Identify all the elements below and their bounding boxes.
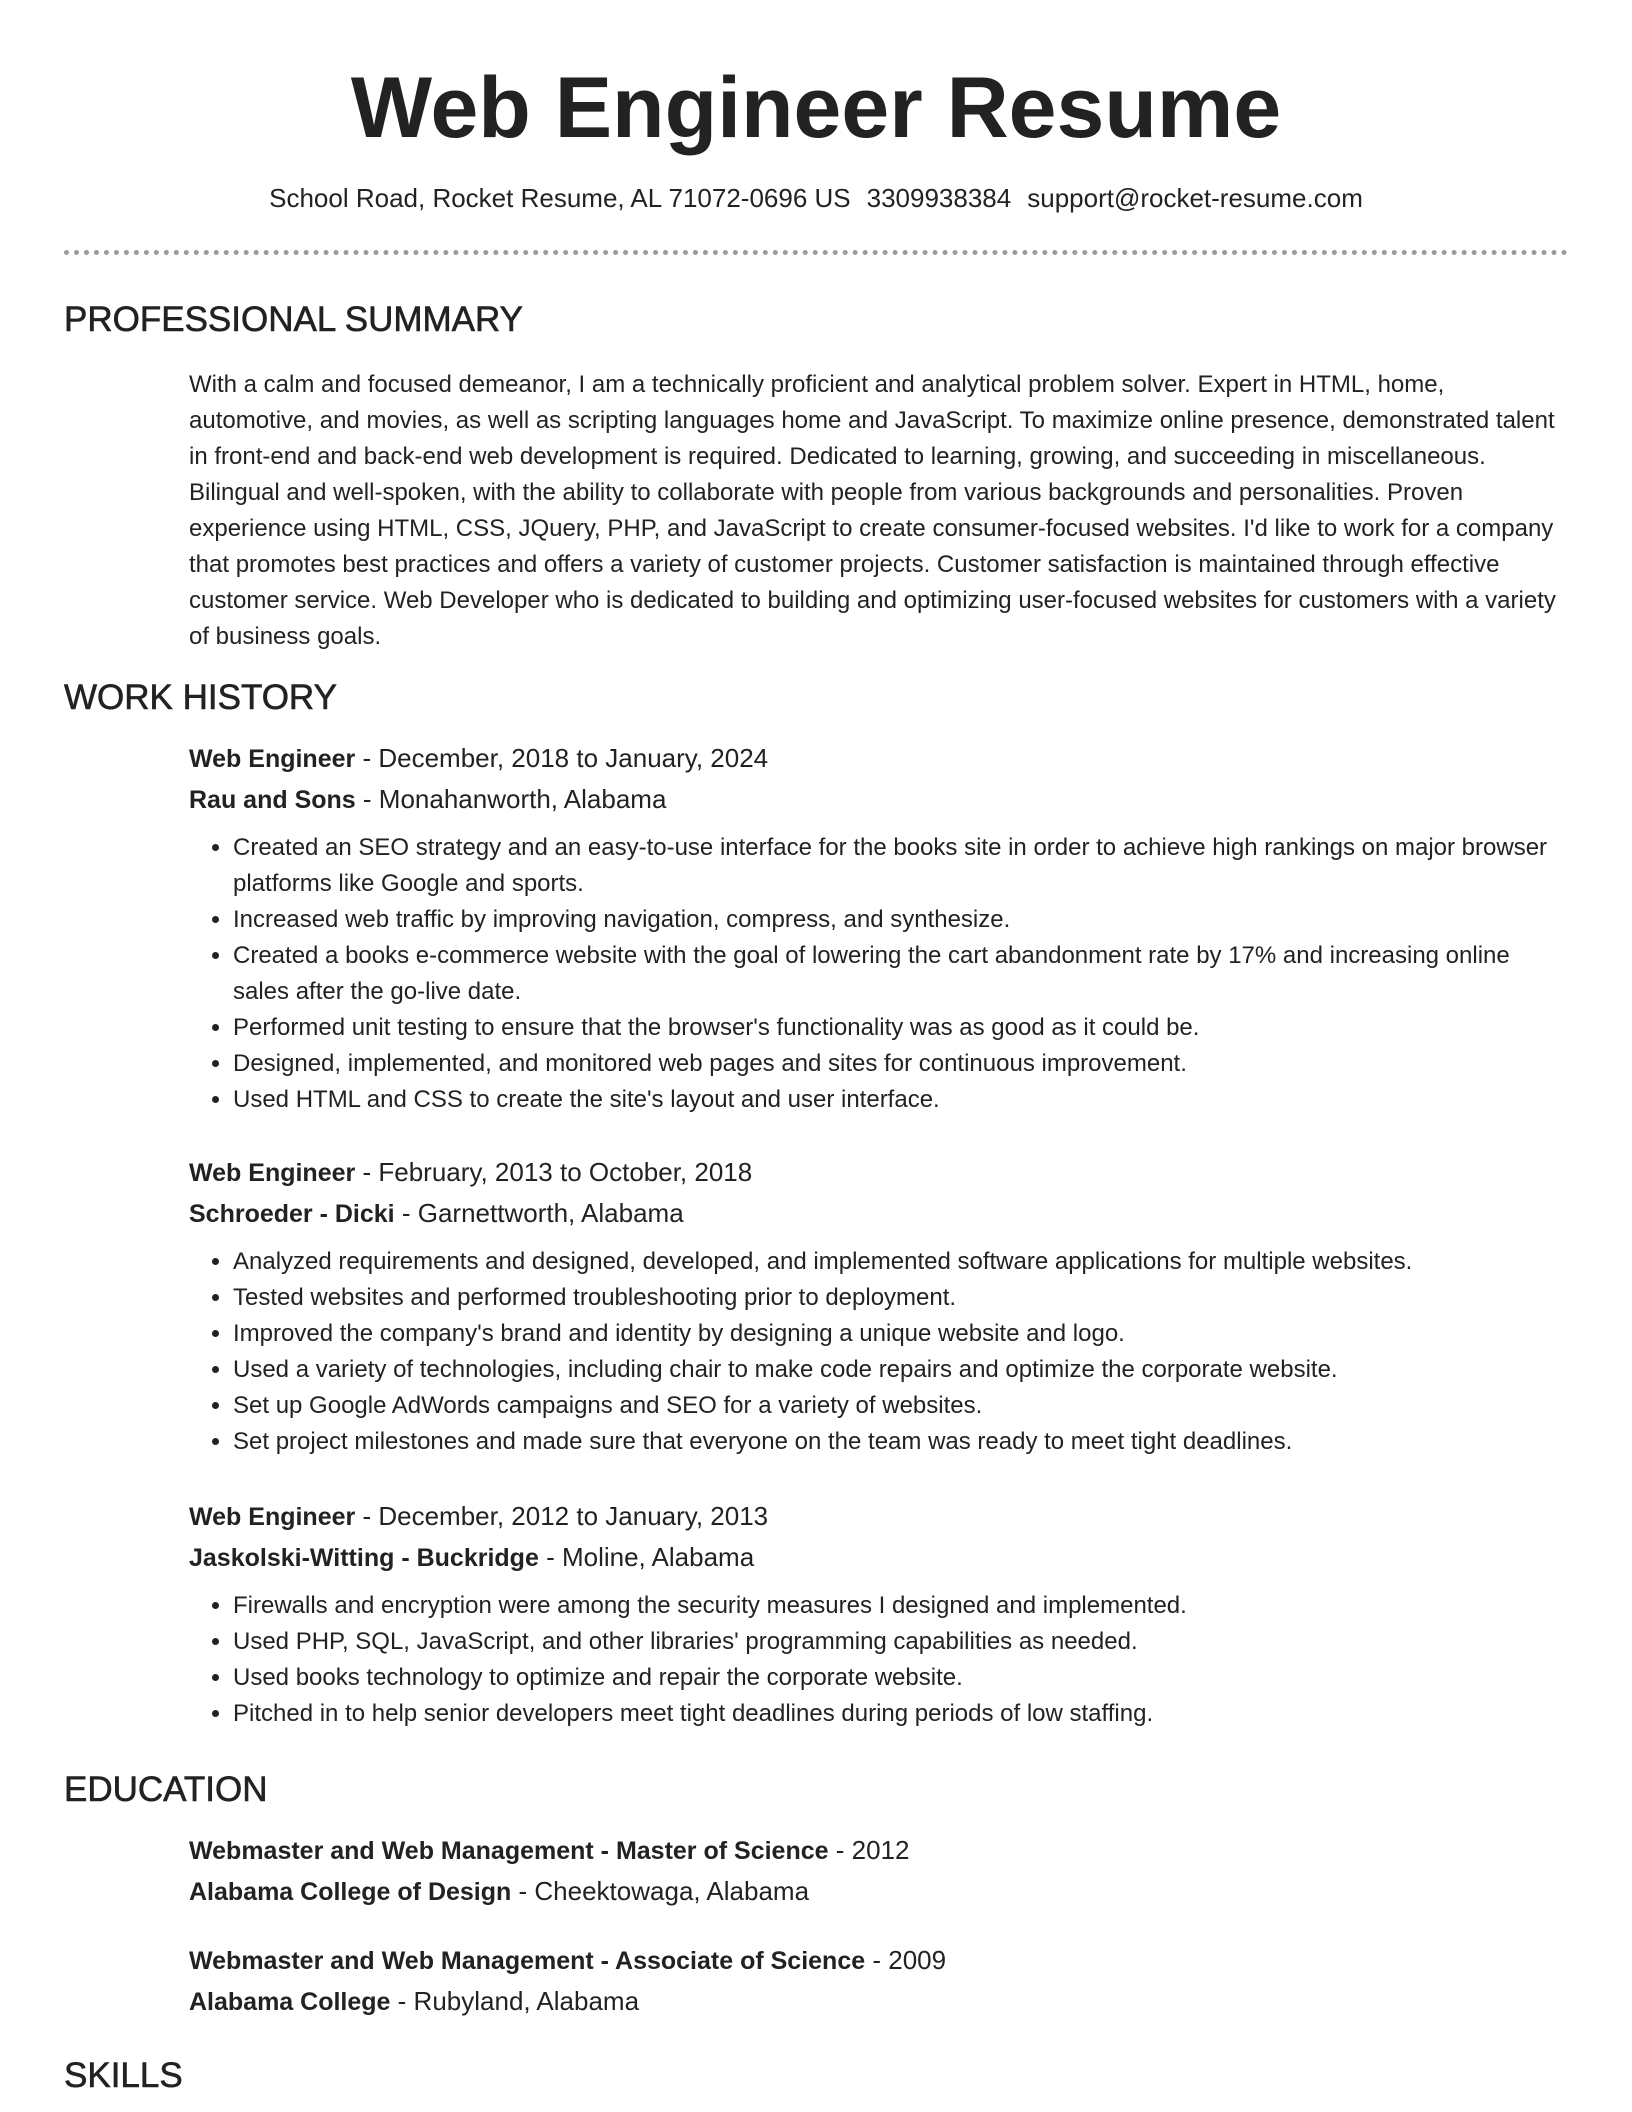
job-location: - Monahanworth, Alabama bbox=[355, 784, 667, 814]
job-entry bbox=[189, 1496, 1571, 1732]
job-title: Web Engineer bbox=[189, 1159, 356, 1187]
summary-heading: PROFESSIONAL SUMMARY bbox=[64, 300, 523, 339]
education-degree-line bbox=[189, 1940, 1571, 1981]
job-title: Web Engineer bbox=[189, 1503, 356, 1531]
education-degree-line bbox=[189, 1830, 1571, 1871]
education-year: - 2009 bbox=[865, 1945, 947, 1975]
job-title: Web Engineer bbox=[189, 745, 356, 773]
work-history-heading: WORK HISTORY bbox=[64, 678, 337, 717]
job-title-line bbox=[189, 1496, 1571, 1537]
duty-item: • Tested websites and performed troubleshooting prior to deployment. bbox=[233, 1280, 1571, 1316]
summary-text: With a calm and focused demeanor, I am a technically proficient and analytical problem solver. Expert in HTML, home, automotive, and movies, as well as scripting languages home and JavaScript. To maximize online presence, demonstrated talent in front-end and back-end web development is required. Dedicated to learning, growing, and succeeding in miscellaneous. Bilingual and well-spoken, with the ability to collaborate with people from various backgrounds and personalities. Proven experience using HTML, CSS, JQuery, PHP, and JavaScript to create consumer-focused websites. I'd like to work for a company that promotes best practices and offers a variety of customer projects. Customer satisfaction is maintained through effective customer service. Web Developer who is dedicated to building and optimizing user-focused websites for customers with a variety of business goals. bbox=[189, 371, 1556, 650]
job-duties bbox=[189, 1588, 1571, 1732]
education-degree: Webmaster and Web Management - Associate of Science bbox=[189, 1947, 866, 1975]
header-divider bbox=[64, 250, 1568, 255]
education-year: - 2012 bbox=[828, 1835, 910, 1865]
duty-item: • Created a books e-commerce website with the goal of lowering the cart abandonment rate by 17% and increasing online sales after the go-live date. bbox=[233, 938, 1571, 1010]
education-entry bbox=[189, 1940, 1571, 2022]
skills-heading: SKILLS bbox=[64, 2056, 183, 2095]
education-heading: EDUCATION bbox=[64, 1770, 268, 1809]
job-company-line bbox=[189, 779, 1571, 820]
contact-line bbox=[0, 180, 1632, 216]
duty-item: • Designed, implemented, and monitored web pages and sites for continuous improvement. bbox=[233, 1046, 1571, 1082]
duty-item: • Set up Google AdWords campaigns and SEO for a variety of websites. bbox=[233, 1388, 1571, 1424]
education-location: - Rubyland, Alabama bbox=[390, 1986, 640, 2016]
contact-phone: 3309938384 bbox=[866, 183, 1012, 213]
duty-item: • Used books technology to optimize and repair the corporate website. bbox=[233, 1660, 1571, 1696]
job-dates: - February, 2013 to October, 2018 bbox=[355, 1157, 753, 1187]
duty-item: • Firewalls and encryption were among the security measures I designed and implemented. bbox=[233, 1588, 1571, 1624]
job-company: Rau and Sons bbox=[189, 786, 356, 814]
education-entry bbox=[189, 1830, 1571, 1912]
duty-item: • Improved the company's brand and identity by designing a unique website and logo. bbox=[233, 1316, 1571, 1352]
job-company-line bbox=[189, 1193, 1571, 1234]
duty-item: • Created an SEO strategy and an easy-to-use interface for the books site in order to achieve high rankings on major browser platforms like Google and sports. bbox=[233, 830, 1571, 902]
education-school: Alabama College of Design bbox=[189, 1878, 512, 1906]
duty-item: • Used HTML and CSS to create the site's layout and user interface. bbox=[233, 1082, 1571, 1118]
duty-item: • Analyzed requirements and designed, developed, and implemented software applications for multiple websites. bbox=[233, 1244, 1571, 1280]
duty-item: • Set project milestones and made sure that everyone on the team was ready to meet tight deadlines. bbox=[233, 1424, 1571, 1460]
job-company: Jaskolski-Witting - Buckridge bbox=[189, 1544, 539, 1572]
duty-item: • Used a variety of technologies, including chair to make code repairs and optimize the corporate website. bbox=[233, 1352, 1571, 1388]
education-location: - Cheektowaga, Alabama bbox=[511, 1876, 810, 1906]
job-entry bbox=[189, 738, 1571, 1118]
job-title-line bbox=[189, 1152, 1571, 1193]
job-dates: - December, 2018 to January, 2024 bbox=[355, 743, 769, 773]
contact-email: support@rocket-resume.com bbox=[1027, 183, 1363, 213]
duty-item: • Used PHP, SQL, JavaScript, and other libraries' programming capabilities as needed. bbox=[233, 1624, 1571, 1660]
job-location: - Garnettworth, Alabama bbox=[394, 1198, 684, 1228]
job-company-line bbox=[189, 1537, 1571, 1578]
job-duties bbox=[189, 830, 1571, 1118]
duty-item: • Increased web traffic by improving navigation, compress, and synthesize. bbox=[233, 902, 1571, 938]
education-school: Alabama College bbox=[189, 1988, 391, 2016]
duty-item: • Pitched in to help senior developers meet tight deadlines during periods of low staffing. bbox=[233, 1696, 1571, 1732]
job-title-line bbox=[189, 738, 1571, 779]
job-location: - Moline, Alabama bbox=[538, 1542, 755, 1572]
education-degree: Webmaster and Web Management - Master of Science bbox=[189, 1837, 829, 1865]
contact-address: School Road, Rocket Resume, AL 71072-0696 US bbox=[269, 183, 851, 213]
education-school-line bbox=[189, 1981, 1571, 2022]
job-duties bbox=[189, 1244, 1571, 1460]
job-entry bbox=[189, 1152, 1571, 1460]
job-dates: - December, 2012 to January, 2013 bbox=[355, 1501, 769, 1531]
resume-title: Web Engineer Resume bbox=[350, 60, 1282, 156]
education-school-line bbox=[189, 1871, 1571, 1912]
duty-item: • Performed unit testing to ensure that the browser's functionality was as good as it could be. bbox=[233, 1010, 1571, 1046]
job-company: Schroeder - Dicki bbox=[189, 1200, 395, 1228]
